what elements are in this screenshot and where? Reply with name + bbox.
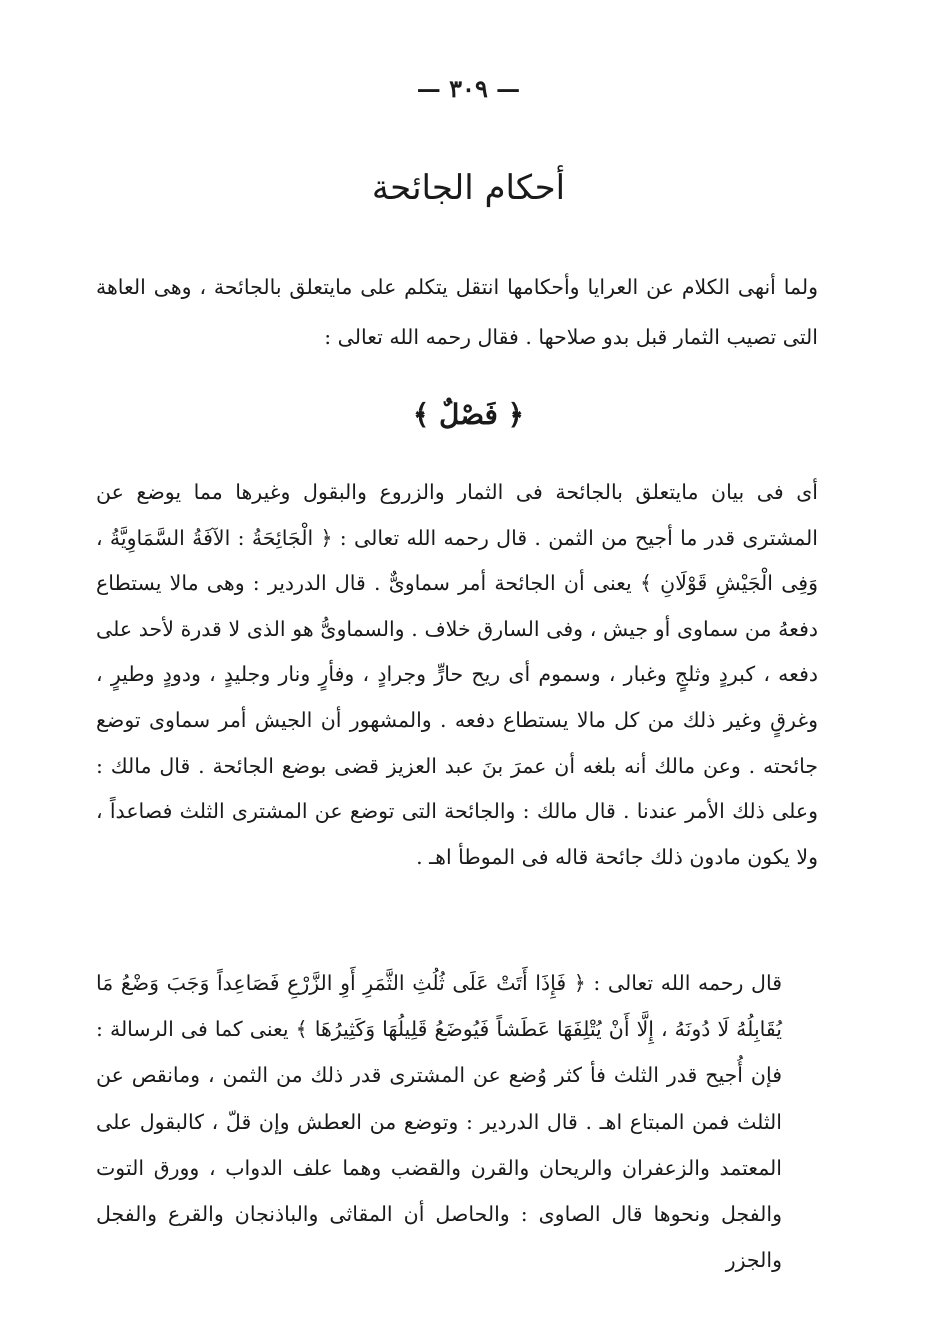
paragraph-2-text: قال رحمه الله تعالى : ﴿ فَإِذَا أَتَتْ عَلَى ثُلُثِ الثَّمَرِ أَوِ الزَّرْعِ فَصَاعِداً وَجَبَ وَضْعُ مَا يُقَابِلُهُ لَا دُونَهُ ، إِلَّا أَنْ يُتْلِفَهَا عَطَشاً فَيُوضَعُ قَلِيلُهَا وَكَثِيرُهَا ﴾ يعنى كما فى الرسالة : فإن أُجيح قدر الثلث فأ كثر وُضع عن المشترى قدر ذلك من الثمن ، ومانقص عن الثلث فمن المبتاع اهـ . قال الدردير : وتوضع من العطش وإن قلّ ، كالبقول على المعتمد والزعفران والريحان والقرن والقضب وهما علف الدواب ، وورق التوت والفجل ونحوها قال الصاوى : والحاصل أن المقاثى والباذنجان والقرع والفجل والجزر — [96, 971, 782, 1273]
paragraph-1-text: أى فى بيان مايتعلق بالجائحة فى الثمار والزروع والبقول وغيرها مما يوضع عن المشترى قدر ما أجيح من الثمن . قال رحمه الله تعالى : ﴿ الْجَائِحَةُ : الآفَةُ السَّمَاوِيَّةُ ، وَفِى الْجَيْشِ قَوْلَانِ ﴾ يعنى أن الجائحة أمر سماوىٌّ . قال الدردير : وهى مالا يستطاع دفعهُ من سماوى أو جيش ، وفى السارق خلاف . والسماوىُّ هو الذى لا قدرة لأحد على دفعه ، كبردٍ وثلجٍ وغبار ، وسموم أى ريح حارٍّ وجرادٍ ، وفأرٍ ونار وجليدٍ ، ودودٍ وطيرٍ ، وغرقٍ وغير ذلك من كل مالا يستطاع دفعه . والمشهور أن الجيش أمر سماوى توضع جائحته . وعن مالك أنه بلغه أن عمرَ بنَ عبد العزيز قضى بوضع الجائحة . قال مالك : وعلى ذلك الأمر عندنا . قال مالك : والجائحة التى توضع عن المشترى الثلث فصاعداً ، ولا يكون مادون ذلك جائحة قاله فى الموطأ اهـ . — [96, 480, 818, 869]
intro-paragraph — [96, 262, 818, 362]
chapter-title: أحكام الجائحة — [371, 168, 566, 208]
section-heading: ﴿ فَصْلٌ ﴾ — [412, 398, 525, 431]
intro-text: ولما أنهى الكلام عن العرايا وأحكامها انتقل يتكلم على مايتعلق بالجائحة ، وهى العاهة التى تصيب الثمار قبل بدو صلاحها . فقال رحمه الله تعالى : — [96, 275, 818, 349]
paragraph-2 — [96, 960, 818, 1283]
page-number: — ٣٠٩ — — [416, 74, 521, 103]
paragraph-1 — [96, 470, 818, 880]
